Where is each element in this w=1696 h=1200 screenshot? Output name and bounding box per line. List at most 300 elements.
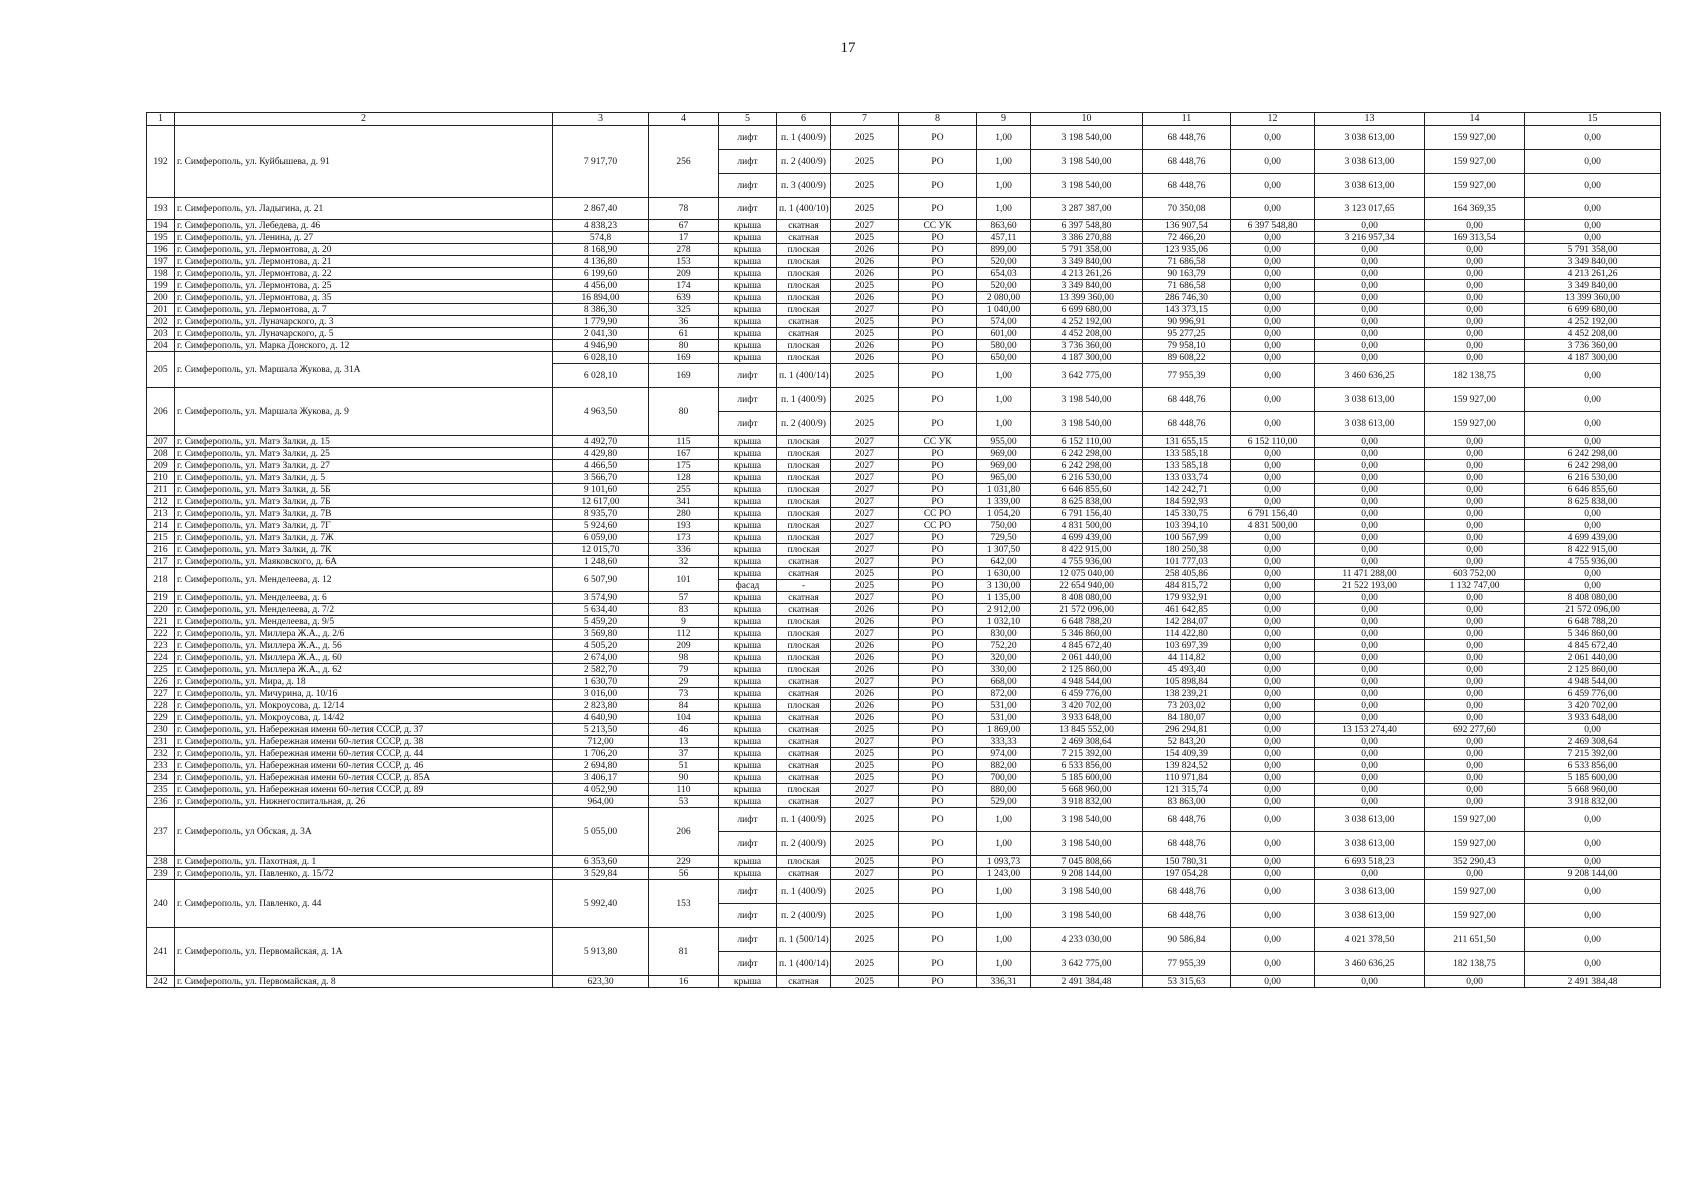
method: РО — [899, 736, 977, 748]
fund-regional: 159 927,00 — [1425, 808, 1525, 832]
residents: 169 — [649, 352, 719, 364]
total-area: 5 055,00 — [553, 808, 649, 856]
address: г. Симферополь, ул. Матэ Залки, д. 7Г — [175, 520, 553, 532]
cost-extra: 110 971,84 — [1143, 772, 1231, 784]
year: 2025 — [831, 952, 899, 976]
residents: 639 — [649, 292, 719, 304]
total-area: 5 913,80 — [553, 928, 649, 976]
cost-extra: 154 409,39 — [1143, 748, 1231, 760]
row-number: 212 — [147, 496, 175, 508]
total-area: 1 706,20 — [553, 748, 649, 760]
volume: 3 130,00 — [977, 580, 1031, 592]
work-type: крыша — [719, 640, 777, 652]
work-type: крыша — [719, 292, 777, 304]
address: г. Симферополь, ул Обская, д. 3А — [175, 808, 553, 856]
fund-federal: 3 038 613,00 — [1315, 832, 1425, 856]
fund-owner: 0,00 — [1231, 532, 1315, 544]
table-row — [147, 808, 1661, 832]
fund-regional: 0,00 — [1425, 340, 1525, 352]
cost: 8 625 838,00 — [1031, 496, 1143, 508]
row-number: 192 — [147, 126, 175, 198]
table-row — [147, 280, 1661, 292]
method: РО — [899, 198, 977, 220]
fund-federal: 6 693 518,23 — [1315, 856, 1425, 868]
table-row — [147, 436, 1661, 448]
work-type: лифт — [719, 880, 777, 904]
fund-owner: 0,00 — [1231, 280, 1315, 292]
row-number: 237 — [147, 808, 175, 856]
cost-extra: 95 277,25 — [1143, 328, 1231, 340]
year: 2026 — [831, 292, 899, 304]
fund-owner: 0,00 — [1231, 976, 1315, 988]
method: РО — [899, 796, 977, 808]
volume: 750,00 — [977, 520, 1031, 532]
work-type: лифт — [719, 412, 777, 436]
fund-regional: 0,00 — [1425, 784, 1525, 796]
fund-federal: 0,00 — [1315, 520, 1425, 532]
fund-owner: 0,00 — [1231, 664, 1315, 676]
volume: 1 031,80 — [977, 484, 1031, 496]
address: г. Симферополь, ул. Менделеева, д. 7/2 — [175, 604, 553, 616]
fund-federal: 3 216 957,34 — [1315, 232, 1425, 244]
address: г. Симферополь, ул. Миллера Ж.А., д. 62 — [175, 664, 553, 676]
volume: 880,00 — [977, 784, 1031, 796]
work-type: крыша — [719, 328, 777, 340]
volume: 1,00 — [977, 126, 1031, 150]
fund-regional: 0,00 — [1425, 748, 1525, 760]
fund-owner: 0,00 — [1231, 688, 1315, 700]
cost-extra: 90 996,91 — [1143, 316, 1231, 328]
volume: 1 135,00 — [977, 592, 1031, 604]
address: г. Симферополь, ул. Мичурина, д. 10/16 — [175, 688, 553, 700]
work-detail: п. 1 (400/14) — [777, 364, 831, 388]
fund-federal: 0,00 — [1315, 688, 1425, 700]
fund-federal: 0,00 — [1315, 328, 1425, 340]
col-header: 5 — [719, 113, 777, 126]
fund-operator: 5 791 358,00 — [1525, 244, 1661, 256]
fund-regional: 159 927,00 — [1425, 412, 1525, 436]
fund-operator: 0,00 — [1525, 150, 1661, 174]
address: г. Симферополь, ул. Матэ Залки, д. 7К — [175, 544, 553, 556]
cost: 9 208 144,00 — [1031, 868, 1143, 880]
residents: 341 — [649, 496, 719, 508]
work-detail: плоская — [777, 628, 831, 640]
residents: 169 — [649, 364, 719, 388]
cost: 5 791 358,00 — [1031, 244, 1143, 256]
column-header-row — [147, 113, 1661, 126]
row-number: 208 — [147, 448, 175, 460]
fund-federal: 0,00 — [1315, 220, 1425, 232]
cost: 6 152 110,00 — [1031, 436, 1143, 448]
method: РО — [899, 724, 977, 736]
total-area: 2 694,80 — [553, 760, 649, 772]
method: РО — [899, 304, 977, 316]
address: г. Симферополь, ул. Луначарского, д. 5 — [175, 328, 553, 340]
total-area: 574,8 — [553, 232, 649, 244]
fund-owner: 0,00 — [1231, 640, 1315, 652]
cost: 3 198 540,00 — [1031, 412, 1143, 436]
cost-extra: 150 780,31 — [1143, 856, 1231, 868]
cost: 3 198 540,00 — [1031, 174, 1143, 198]
year: 2025 — [831, 724, 899, 736]
year: 2025 — [831, 328, 899, 340]
work-type: лифт — [719, 952, 777, 976]
residents: 80 — [649, 388, 719, 436]
residents: 206 — [649, 808, 719, 856]
work-detail: скатная — [777, 592, 831, 604]
work-type: крыша — [719, 484, 777, 496]
year: 2027 — [831, 496, 899, 508]
volume: 2 080,00 — [977, 292, 1031, 304]
volume: 650,00 — [977, 352, 1031, 364]
method: РО — [899, 496, 977, 508]
total-area: 3 016,00 — [553, 688, 649, 700]
table-row — [147, 256, 1661, 268]
work-type: крыша — [719, 796, 777, 808]
fund-regional: 0,00 — [1425, 280, 1525, 292]
row-number: 216 — [147, 544, 175, 556]
volume: 830,00 — [977, 628, 1031, 640]
total-area: 1 630,70 — [553, 676, 649, 688]
fund-operator: 4 699 439,00 — [1525, 532, 1661, 544]
fund-federal: 0,00 — [1315, 628, 1425, 640]
fund-operator: 4 252 192,00 — [1525, 316, 1661, 328]
fund-owner: 6 152 110,00 — [1231, 436, 1315, 448]
fund-regional: 0,00 — [1425, 604, 1525, 616]
residents: 112 — [649, 628, 719, 640]
year: 2026 — [831, 616, 899, 628]
volume: 752,20 — [977, 640, 1031, 652]
fund-federal: 3 460 636,25 — [1315, 952, 1425, 976]
volume: 1 040,00 — [977, 304, 1031, 316]
method: РО — [899, 808, 977, 832]
fund-federal: 21 522 193,00 — [1315, 580, 1425, 592]
table-row — [147, 544, 1661, 556]
volume: 654,03 — [977, 268, 1031, 280]
year: 2026 — [831, 664, 899, 676]
table-row — [147, 460, 1661, 472]
residents: 80 — [649, 340, 719, 352]
fund-owner: 0,00 — [1231, 364, 1315, 388]
cost-extra: 143 373,15 — [1143, 304, 1231, 316]
cost: 4 233 030,00 — [1031, 928, 1143, 952]
fund-federal: 0,00 — [1315, 712, 1425, 724]
year: 2027 — [831, 220, 899, 232]
year: 2026 — [831, 244, 899, 256]
method: РО — [899, 352, 977, 364]
address: г. Симферополь, ул. Набережная имени 60-летия СССР, д. 46 — [175, 760, 553, 772]
work-detail: плоская — [777, 496, 831, 508]
fund-regional: 352 290,43 — [1425, 856, 1525, 868]
table-row — [147, 796, 1661, 808]
residents: 255 — [649, 484, 719, 496]
work-detail: скатная — [777, 316, 831, 328]
address: г. Симферополь, ул. Лермонтова, д. 21 — [175, 256, 553, 268]
cost: 2 061 440,00 — [1031, 652, 1143, 664]
fund-federal: 3 038 613,00 — [1315, 150, 1425, 174]
fund-owner: 6 397 548,80 — [1231, 220, 1315, 232]
work-detail: скатная — [777, 736, 831, 748]
fund-operator: 0,00 — [1525, 904, 1661, 928]
fund-owner: 0,00 — [1231, 174, 1315, 198]
cost: 3 198 540,00 — [1031, 904, 1143, 928]
total-area: 4 052,90 — [553, 784, 649, 796]
year: 2025 — [831, 388, 899, 412]
row-number: 231 — [147, 736, 175, 748]
method: РО — [899, 880, 977, 904]
work-detail: плоская — [777, 532, 831, 544]
fund-operator: 4 755 936,00 — [1525, 556, 1661, 568]
fund-federal: 0,00 — [1315, 652, 1425, 664]
fund-operator: 7 215 392,00 — [1525, 748, 1661, 760]
total-area: 5 459,20 — [553, 616, 649, 628]
work-type: крыша — [719, 508, 777, 520]
work-type: крыша — [719, 448, 777, 460]
work-type: лифт — [719, 928, 777, 952]
cost: 3 642 775,00 — [1031, 364, 1143, 388]
work-type: лифт — [719, 126, 777, 150]
method: РО — [899, 760, 977, 772]
cost-extra: 90 163,79 — [1143, 268, 1231, 280]
total-area: 2 674,00 — [553, 652, 649, 664]
fund-owner: 0,00 — [1231, 496, 1315, 508]
fund-owner: 0,00 — [1231, 580, 1315, 592]
work-detail: плоская — [777, 280, 831, 292]
total-area: 6 199,60 — [553, 268, 649, 280]
fund-federal: 3 038 613,00 — [1315, 126, 1425, 150]
work-detail: п. 1 (400/9) — [777, 808, 831, 832]
fund-operator: 5 346 860,00 — [1525, 628, 1661, 640]
cost: 3 420 702,00 — [1031, 700, 1143, 712]
work-type: крыша — [719, 700, 777, 712]
row-number: 207 — [147, 436, 175, 448]
cost-extra: 90 586,84 — [1143, 928, 1231, 952]
volume: 1,00 — [977, 904, 1031, 928]
year: 2025 — [831, 808, 899, 832]
fund-owner: 0,00 — [1231, 268, 1315, 280]
work-type: крыша — [719, 544, 777, 556]
table-row — [147, 616, 1661, 628]
work-type: крыша — [719, 856, 777, 868]
method: РО — [899, 532, 977, 544]
table-row — [147, 928, 1661, 952]
work-type: крыша — [719, 436, 777, 448]
fund-federal: 0,00 — [1315, 280, 1425, 292]
row-number: 220 — [147, 604, 175, 616]
work-detail: плоская — [777, 616, 831, 628]
method: РО — [899, 868, 977, 880]
address: г. Симферополь, ул. Менделеева, д. 12 — [175, 568, 553, 592]
method: РО — [899, 568, 977, 580]
fund-owner: 0,00 — [1231, 616, 1315, 628]
fund-regional: 0,00 — [1425, 796, 1525, 808]
fund-regional: 0,00 — [1425, 868, 1525, 880]
fund-federal: 0,00 — [1315, 352, 1425, 364]
cost-extra: 77 955,39 — [1143, 952, 1231, 976]
address: г. Симферополь, ул. Маршала Жукова, д. 31А — [175, 352, 553, 388]
fund-regional: 0,00 — [1425, 496, 1525, 508]
residents: 53 — [649, 796, 719, 808]
fund-operator: 21 572 096,00 — [1525, 604, 1661, 616]
fund-owner: 0,00 — [1231, 340, 1315, 352]
fund-operator: 0,00 — [1525, 436, 1661, 448]
table-row — [147, 472, 1661, 484]
year: 2026 — [831, 652, 899, 664]
row-number: 203 — [147, 328, 175, 340]
year: 2025 — [831, 880, 899, 904]
residents: 84 — [649, 700, 719, 712]
year: 2025 — [831, 568, 899, 580]
fund-owner: 0,00 — [1231, 150, 1315, 174]
fund-regional: 0,00 — [1425, 268, 1525, 280]
fund-regional: 0,00 — [1425, 628, 1525, 640]
total-area: 4 640,90 — [553, 712, 649, 724]
method: РО — [899, 472, 977, 484]
fund-regional: 164 369,35 — [1425, 198, 1525, 220]
volume: 520,00 — [977, 280, 1031, 292]
fund-owner: 0,00 — [1231, 796, 1315, 808]
table-row — [147, 604, 1661, 616]
total-area: 1 248,60 — [553, 556, 649, 568]
cost: 3 933 648,00 — [1031, 712, 1143, 724]
residents: 193 — [649, 520, 719, 532]
work-detail: скатная — [777, 796, 831, 808]
table-row — [147, 508, 1661, 520]
cost: 2 491 384,48 — [1031, 976, 1143, 988]
work-detail: скатная — [777, 724, 831, 736]
total-area: 5 992,40 — [553, 880, 649, 928]
volume: 330,00 — [977, 664, 1031, 676]
work-detail: плоская — [777, 304, 831, 316]
col-header: 15 — [1525, 113, 1661, 126]
cost-extra: 68 448,76 — [1143, 904, 1231, 928]
row-number: 206 — [147, 388, 175, 436]
work-type: крыша — [719, 676, 777, 688]
work-type: крыша — [719, 724, 777, 736]
table-row — [147, 198, 1661, 220]
fund-owner: 0,00 — [1231, 748, 1315, 760]
row-number: 233 — [147, 760, 175, 772]
fund-owner: 0,00 — [1231, 388, 1315, 412]
total-area: 5 634,40 — [553, 604, 649, 616]
address: г. Симферополь, ул. Набережная имени 60-летия СССР, д. 85А — [175, 772, 553, 784]
work-type: крыша — [719, 460, 777, 472]
method: РО — [899, 832, 977, 856]
total-area: 3 574,90 — [553, 592, 649, 604]
total-area: 8 386,30 — [553, 304, 649, 316]
year: 2025 — [831, 232, 899, 244]
work-detail: скатная — [777, 712, 831, 724]
residents: 153 — [649, 256, 719, 268]
residents: 325 — [649, 304, 719, 316]
cost: 4 845 672,40 — [1031, 640, 1143, 652]
work-detail: п. 1 (400/9) — [777, 126, 831, 150]
method: РО — [899, 150, 977, 174]
fund-operator: 4 213 261,26 — [1525, 268, 1661, 280]
residents: 79 — [649, 664, 719, 676]
cost: 5 185 600,00 — [1031, 772, 1143, 784]
total-area: 4 946,90 — [553, 340, 649, 352]
table-row — [147, 868, 1661, 880]
address: г. Симферополь, ул. Лермонтова, д. 22 — [175, 268, 553, 280]
work-type: крыша — [719, 472, 777, 484]
col-header: 9 — [977, 113, 1031, 126]
total-area: 3 406,17 — [553, 772, 649, 784]
year: 2027 — [831, 544, 899, 556]
register-table — [146, 112, 1661, 988]
fund-regional: 692 277,60 — [1425, 724, 1525, 736]
year: 2027 — [831, 472, 899, 484]
fund-owner: 0,00 — [1231, 292, 1315, 304]
fund-owner: 0,00 — [1231, 652, 1315, 664]
address: г. Симферополь, ул. Лермонтова, д. 35 — [175, 292, 553, 304]
cost: 3 198 540,00 — [1031, 808, 1143, 832]
address: г. Симферополь, ул. Маяковского, д. 6А — [175, 556, 553, 568]
total-area: 8 168,90 — [553, 244, 649, 256]
fund-operator: 0,00 — [1525, 520, 1661, 532]
residents: 110 — [649, 784, 719, 796]
residents: 209 — [649, 268, 719, 280]
volume: 1,00 — [977, 174, 1031, 198]
fund-federal: 3 038 613,00 — [1315, 174, 1425, 198]
residents: 36 — [649, 316, 719, 328]
residents: 104 — [649, 712, 719, 724]
total-area: 3 569,80 — [553, 628, 649, 640]
cost: 7 215 392,00 — [1031, 748, 1143, 760]
cost: 6 791 156,40 — [1031, 508, 1143, 520]
volume: 1,00 — [977, 928, 1031, 952]
row-number: 198 — [147, 268, 175, 280]
residents: 29 — [649, 676, 719, 688]
fund-owner: 0,00 — [1231, 880, 1315, 904]
fund-federal: 0,00 — [1315, 676, 1425, 688]
fund-regional: 0,00 — [1425, 760, 1525, 772]
address: г. Симферополь, ул. Набережная имени 60-летия СССР, д. 38 — [175, 736, 553, 748]
fund-operator: 0,00 — [1525, 232, 1661, 244]
work-detail: плоская — [777, 244, 831, 256]
fund-operator: 0,00 — [1525, 508, 1661, 520]
total-area: 623,30 — [553, 976, 649, 988]
work-detail: плоская — [777, 460, 831, 472]
volume: 1 307,50 — [977, 544, 1031, 556]
residents: 16 — [649, 976, 719, 988]
volume: 1 093,73 — [977, 856, 1031, 868]
method: РО — [899, 856, 977, 868]
method: РО — [899, 604, 977, 616]
total-area: 4 466,50 — [553, 460, 649, 472]
fund-owner: 0,00 — [1231, 460, 1315, 472]
cost-extra: 68 448,76 — [1143, 388, 1231, 412]
work-type: крыша — [719, 736, 777, 748]
method: РО — [899, 784, 977, 796]
total-area: 4 492,70 — [553, 436, 649, 448]
fund-owner: 0,00 — [1231, 628, 1315, 640]
method: РО — [899, 700, 977, 712]
total-area: 4 963,50 — [553, 388, 649, 436]
table-row — [147, 676, 1661, 688]
fund-federal: 0,00 — [1315, 772, 1425, 784]
residents: 61 — [649, 328, 719, 340]
table-row — [147, 652, 1661, 664]
address: г. Симферополь, ул. Мокроусова, д. 12/14 — [175, 700, 553, 712]
work-detail: п. 3 (400/9) — [777, 174, 831, 198]
cost-extra: 79 958,10 — [1143, 340, 1231, 352]
cost-extra: 133 033,74 — [1143, 472, 1231, 484]
work-detail: скатная — [777, 568, 831, 580]
row-number: 222 — [147, 628, 175, 640]
fund-regional: 0,00 — [1425, 664, 1525, 676]
method: РО — [899, 580, 977, 592]
